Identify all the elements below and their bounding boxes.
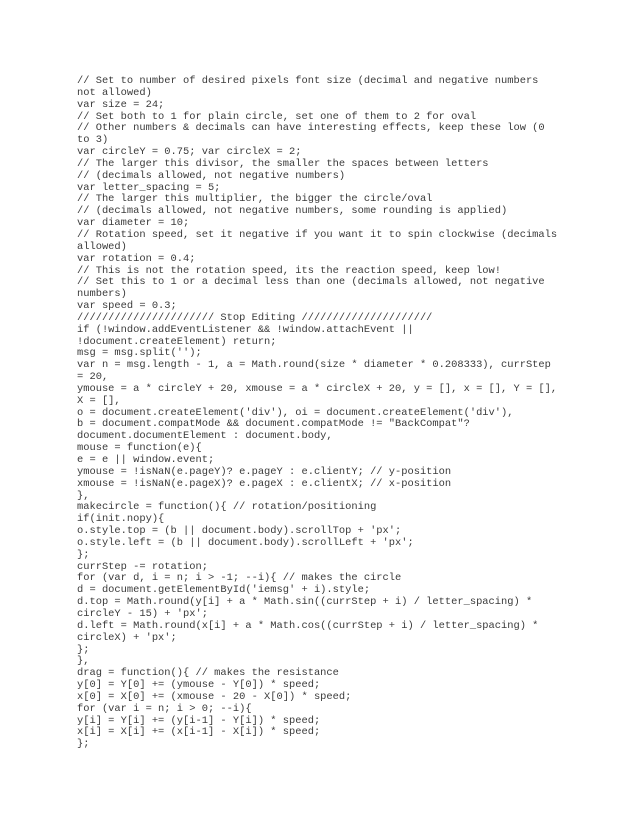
code-line: var letter_spacing = 5; — [77, 181, 221, 194]
code-line: // (decimals allowed, not negative numbers) — [77, 169, 346, 182]
code-line: var diameter = 10; — [77, 217, 190, 230]
code-line: // Set both to 1 for plain circle, set one of them to 2 for oval — [77, 110, 477, 123]
code-line: d = document.getElementById('iemsg' + i).style; — [77, 584, 371, 597]
code-line: x[i] = X[i] += (x[i-1] - X[i]) * speed; — [77, 726, 321, 739]
code-line: }; — [77, 548, 90, 561]
code-line: }; — [77, 643, 90, 656]
code-line: circleX) + 'px'; — [77, 631, 177, 644]
code-line: }, — [77, 489, 90, 502]
code-line: // (decimals allowed, not negative numbers, some rounding is applied) — [77, 205, 508, 218]
code-line: xmouse = !isNaN(e.pageX)? e.pageX : e.clientX; // x-position — [77, 477, 452, 490]
code-line: allowed) — [77, 240, 127, 253]
code-listing — [77, 76, 577, 751]
code-line: mouse = function(e){ — [77, 442, 202, 455]
code-line: o = document.createElement('div'), oi = document.createElement('div'), — [77, 406, 514, 419]
code-line: var rotation = 0.4; — [77, 252, 196, 265]
code-line: msg = msg.split(''); — [77, 347, 202, 360]
code-line: // The larger this multiplier, the bigger the circle/oval — [77, 193, 433, 206]
code-line: ////////////////////// Stop Editing ///////////////////// — [77, 311, 433, 324]
code-line: // This is not the rotation speed, its the reaction speed, keep low! — [77, 264, 502, 277]
code-line: not allowed) — [77, 86, 152, 99]
code-line: numbers) — [77, 288, 127, 301]
code-line: var size = 24; — [77, 98, 165, 111]
code-line: o.style.top = (b || document.body).scrollTop + 'px'; — [77, 525, 402, 538]
code-line: x[0] = X[0] += (xmouse - 20 - X[0]) * speed; — [77, 690, 352, 703]
code-line: // The larger this divisor, the smaller the spaces between letters — [77, 157, 489, 170]
code-line: X = [], — [77, 394, 121, 407]
code-line: y[0] = Y[0] += (ymouse - Y[0]) * speed; — [77, 679, 321, 692]
code-line: // Other numbers & decimals can have interesting effects, keep these low (0 — [77, 122, 545, 135]
code-line: o.style.left = (b || document.body).scrollLeft + 'px'; — [77, 536, 414, 549]
code-line: }, — [77, 655, 90, 668]
code-line: = 20, — [77, 371, 109, 384]
code-line: ymouse = !isNaN(e.pageY)? e.pageY : e.clientY; // y-position — [77, 465, 452, 478]
code-line: d.top = Math.round(y[i] + a * Math.sin((currStep + i) / letter_spacing) * — [77, 596, 533, 609]
code-line: !document.createElement) return; — [77, 335, 277, 348]
code-line: }; — [77, 738, 90, 751]
code-line: if (!window.addEventListener && !window.attachEvent || — [77, 323, 414, 336]
code-line: var n = msg.length - 1, a = Math.round(size * diameter * 0.208333), currStep — [77, 359, 551, 372]
code-line: var speed = 0.3; — [77, 300, 177, 313]
code-line: for (var i = n; i > 0; --i){ — [77, 702, 252, 715]
code-line: currStep -= rotation; — [77, 560, 208, 573]
code-line: b = document.compatMode && document.compatMode != "BackCompat"? — [77, 418, 470, 431]
code-line: ymouse = a * circleY + 20, xmouse = a * circleX + 20, y = [], x = [], Y = [], — [77, 382, 558, 395]
code-line: // Rotation speed, set it negative if you want it to spin clockwise (decimals — [77, 228, 558, 241]
code-line: makecircle = function(){ // rotation/positioning — [77, 501, 377, 514]
code-line: if(init.nopy){ — [77, 513, 165, 526]
code-line: // Set to number of desired pixels font size (decimal and negative numbers — [77, 75, 539, 87]
code-line: d.left = Math.round(x[i] + a * Math.cos((currStep + i) / letter_spacing) * — [77, 619, 539, 632]
code-line: e = e || window.event; — [77, 454, 215, 466]
code-line: // Set this to 1 or a decimal less than one (decimals allowed, not negative — [77, 276, 545, 289]
code-line: drag = function(){ // makes the resistance — [77, 667, 339, 680]
code-line: to 3) — [77, 134, 109, 147]
code-line: for (var d, i = n; i > -1; --i){ // makes the circle — [77, 572, 402, 585]
code-line: circleY - 15) + 'px'; — [77, 607, 208, 620]
code-line: y[i] = Y[i] += (y[i-1] - Y[i]) * speed; — [77, 714, 321, 727]
code-line: var circleY = 0.75; var circleX = 2; — [77, 146, 302, 159]
code-line: document.documentElement : document.body, — [77, 430, 333, 443]
